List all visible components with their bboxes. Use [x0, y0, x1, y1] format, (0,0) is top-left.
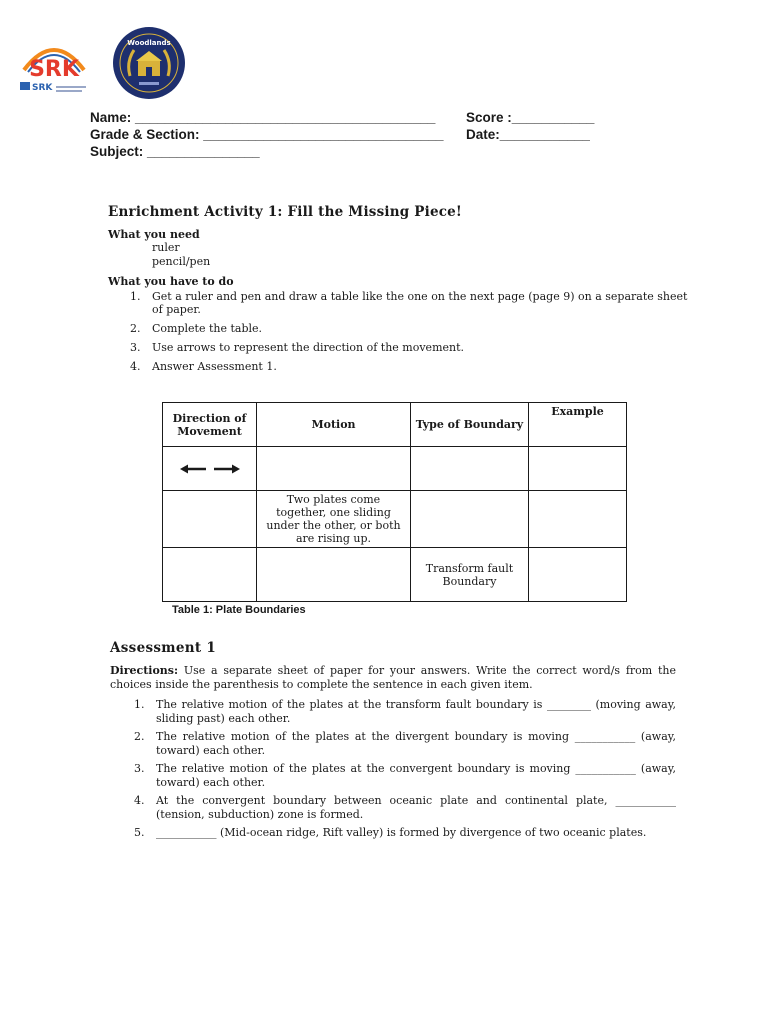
- step-item: 2. Complete the table.: [130, 322, 263, 335]
- need-item: ruler: [152, 241, 180, 254]
- logos: [16, 26, 176, 102]
- motion-cell: Two plates come together, one sliding under the other, or both are rising up.: [257, 491, 411, 548]
- header-direction: Direction of Movement: [163, 403, 257, 447]
- srk-logo-text: SRK: [29, 57, 79, 82]
- name-field[interactable]: Name: ________________________________________: [90, 110, 436, 125]
- boundary-cell[interactable]: [411, 447, 529, 491]
- table-caption: Table 1: Plate Boundaries: [172, 604, 306, 616]
- example-cell[interactable]: [529, 491, 627, 548]
- motion-cell[interactable]: [257, 548, 411, 602]
- direction-cell[interactable]: [163, 548, 257, 602]
- activity-title: Enrichment Activity 1: Fill the Missing Piece!: [108, 204, 463, 220]
- table-header-row: [163, 403, 627, 447]
- assessment-item[interactable]: 1. The relative motion of the plates at the transform fault boundary is ________ (moving away, sliding past) each other.: [134, 698, 676, 725]
- step-item: 1. Get a ruler and pen and draw a table like the one on the next page (page 9) on a separate sheet of paper.: [130, 290, 688, 316]
- need-heading: What you need: [108, 228, 200, 241]
- assessment-item[interactable]: 5. ___________ (Mid-ocean ridge, Rift valley) is formed by divergence of two oceanic plates.: [134, 826, 647, 839]
- header-boundary: Type of Boundary: [411, 403, 529, 447]
- assessment-title: Assessment 1: [110, 640, 217, 656]
- table-row: [163, 447, 627, 491]
- grade-section-field[interactable]: Grade & Section: ________________________________: [90, 127, 444, 142]
- directions-body: Use a separate sheet of paper for your answers. Write the correct word/s from the choices inside the parenthesis to complete the sentence in each given item.: [110, 664, 676, 691]
- arrow-right-icon: [214, 464, 240, 474]
- direction-cell[interactable]: [163, 491, 257, 548]
- score-field[interactable]: Score :___________: [466, 110, 595, 125]
- assessment-item[interactable]: 3. The relative motion of the plates at the convergent boundary is moving ___________ (away, toward) each other.: [134, 762, 676, 789]
- assessment-item[interactable]: 4. At the convergent boundary between oceanic plate and continental plate, ___________ (tension, subduction) zone is formed.: [134, 794, 676, 821]
- svg-text:SRK: SRK: [32, 83, 53, 93]
- woodlands-logo: [112, 26, 186, 100]
- header-example: Example: [529, 403, 627, 447]
- do-heading: What you have to do: [108, 275, 234, 288]
- assessment-section: [110, 640, 676, 845]
- woodlands-logo-text: Woodlands: [127, 39, 171, 47]
- directions-label: Directions:: [110, 664, 179, 677]
- arrow-left-icon: [180, 464, 206, 474]
- boundary-cell: Transform fault Boundary: [411, 548, 529, 602]
- enrichment-activity: [108, 204, 688, 379]
- step-item: 4. Answer Assessment 1.: [130, 360, 277, 373]
- direction-cell: [163, 447, 257, 491]
- table-row: [163, 491, 627, 548]
- table-row: [163, 548, 627, 602]
- steps-list: [108, 290, 688, 373]
- step-item: 3. Use arrows to represent the direction of the movement.: [130, 341, 465, 354]
- example-cell[interactable]: [529, 447, 627, 491]
- boundary-cell[interactable]: [411, 491, 529, 548]
- plate-boundaries-table: [162, 402, 627, 602]
- assessment-item[interactable]: 2. The relative motion of the plates at the divergent boundary is moving ___________ (away, toward) each other.: [134, 730, 676, 757]
- directions-text: [110, 664, 676, 692]
- srk-logo: [16, 36, 92, 100]
- motion-cell[interactable]: [257, 447, 411, 491]
- date-field[interactable]: Date:____________: [466, 127, 590, 142]
- need-item: pencil/pen: [152, 255, 211, 268]
- subject-field[interactable]: Subject: _______________: [90, 144, 260, 159]
- assessment-items: [110, 698, 676, 840]
- header-motion: Motion: [257, 403, 411, 447]
- example-cell[interactable]: [529, 548, 627, 602]
